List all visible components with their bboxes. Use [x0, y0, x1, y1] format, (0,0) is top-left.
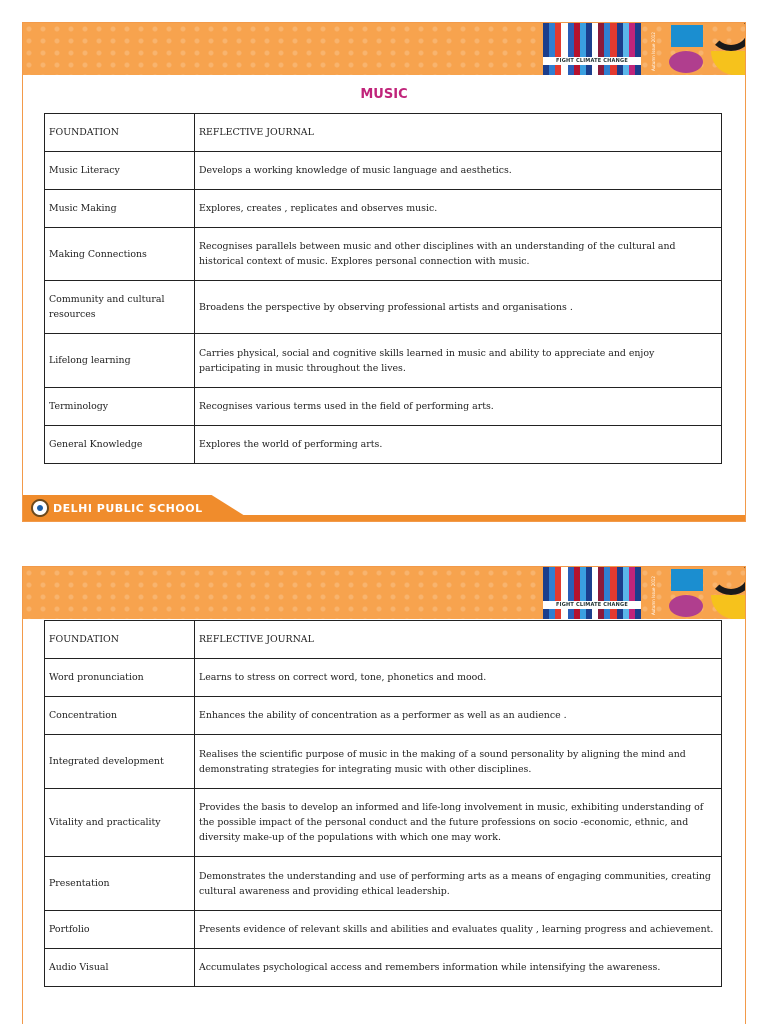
table-row — [45, 388, 722, 426]
table-row — [45, 857, 722, 911]
table-row — [45, 735, 722, 789]
black-arc-decor — [709, 567, 745, 595]
foundation-cell: Vitality and practicality — [45, 789, 195, 857]
foundation-cell: Audio Visual — [45, 949, 195, 987]
header-foundation: FOUNDATION — [45, 621, 195, 659]
foundation-cell: Presentation — [45, 857, 195, 911]
reflective-journal-cell: Explores, creates , replicates and observes music. — [195, 190, 722, 228]
header-foundation: FOUNDATION — [45, 114, 195, 152]
yellow-shape-decor — [711, 595, 745, 619]
table-header-row — [45, 621, 722, 659]
table-row — [45, 281, 722, 334]
table-row — [45, 697, 722, 735]
purple-circle-decor — [669, 51, 703, 73]
table-header-row — [45, 114, 722, 152]
school-logo-icon — [31, 499, 49, 517]
foundation-cell: Music Literacy — [45, 152, 195, 190]
header-reflective-journal: REFLECTIVE JOURNAL — [195, 621, 722, 659]
foundation-cell: Integrated development — [45, 735, 195, 789]
reflective-journal-cell: Accumulates psychological access and remembers information while intensifying the awareness. — [195, 949, 722, 987]
reflective-journal-cell: Enhances the ability of concentration as a performer as well as an audience . — [195, 697, 722, 735]
reflective-journal-cell: Provides the basis to develop an informed and life-long involvement in music, exhibiting understanding of the possible impact of the personal conduct and the future professions on socio -economic, ethnic, and diversity make-up of the populations with which one may work. — [195, 789, 722, 857]
table-row — [45, 228, 722, 281]
footer-bar — [23, 495, 745, 521]
foundation-cell: Terminology — [45, 388, 195, 426]
page-title: MUSIC — [360, 87, 408, 102]
foundation-cell: Word pronunciation — [45, 659, 195, 697]
fight-climate-change-label: FIGHT CLIMATE CHANGE — [543, 601, 641, 609]
table-row — [45, 190, 722, 228]
school-name: DELHI PUBLIC SCHOOL — [53, 502, 203, 515]
table-row — [45, 426, 722, 464]
blue-square-decor — [671, 25, 703, 47]
climate-stripes — [543, 567, 641, 619]
foundation-cell: General Knowledge — [45, 426, 195, 464]
header-banner — [23, 567, 745, 619]
climate-stripes — [543, 23, 641, 75]
stripe — [635, 567, 641, 619]
table-row — [45, 789, 722, 857]
reflective-journal-cell: Demonstrates the understanding and use of performing arts as a means of engaging communities, creating cultural awareness and providing ethical leadership. — [195, 857, 722, 911]
header-banner — [23, 23, 745, 75]
table-row — [45, 152, 722, 190]
slide-music-page-1 — [22, 22, 746, 522]
foundation-cell: Music Making — [45, 190, 195, 228]
stripe — [635, 23, 641, 75]
banner-vertical-text: Autumn Issue 2012 — [651, 32, 656, 71]
table-row — [45, 911, 722, 949]
table-row — [45, 949, 722, 987]
reflective-journal-cell: Realises the scientific purpose of music in the making of a sound personality by aligning the mind and demonstrating strategies for integrating music with other disciplines. — [195, 735, 722, 789]
banner-vertical-text: Autumn Issue 2012 — [651, 576, 656, 615]
foundation-cell: Lifelong learning — [45, 334, 195, 388]
reflective-journal-cell: Learns to stress on correct word, tone, phonetics and mood. — [195, 659, 722, 697]
reflective-journal-cell: Presents evidence of relevant skills and abilities and evaluates quality , learning progress and achievement. — [195, 911, 722, 949]
reflective-journal-cell: Recognises parallels between music and other disciplines with an understanding of the cultural and historical context of music. Explores personal connection with music. — [195, 228, 722, 281]
fight-climate-change-label: FIGHT CLIMATE CHANGE — [543, 57, 641, 65]
foundation-table — [44, 620, 722, 987]
foundation-cell: Community and cultural resources — [45, 281, 195, 334]
reflective-journal-cell: Carries physical, social and cognitive skills learned in music and ability to appreciate and enjoy participating in music throughout the lives. — [195, 334, 722, 388]
table-row — [45, 334, 722, 388]
reflective-journal-cell: Broadens the perspective by observing professional artists and organisations . — [195, 281, 722, 334]
foundation-cell: Making Connections — [45, 228, 195, 281]
yellow-shape-decor — [711, 51, 745, 75]
foundation-cell: Concentration — [45, 697, 195, 735]
blue-square-decor — [671, 569, 703, 591]
reflective-journal-cell: Recognises various terms used in the field of performing arts. — [195, 388, 722, 426]
purple-circle-decor — [669, 595, 703, 617]
foundation-table — [44, 113, 722, 464]
reflective-journal-cell: Develops a working knowledge of music language and aesthetics. — [195, 152, 722, 190]
table-row — [45, 659, 722, 697]
black-arc-decor — [709, 23, 745, 51]
header-reflective-journal: REFLECTIVE JOURNAL — [195, 114, 722, 152]
foundation-cell: Portfolio — [45, 911, 195, 949]
reflective-journal-cell: Explores the world of performing arts. — [195, 426, 722, 464]
slide-music-page-2 — [22, 566, 746, 1024]
